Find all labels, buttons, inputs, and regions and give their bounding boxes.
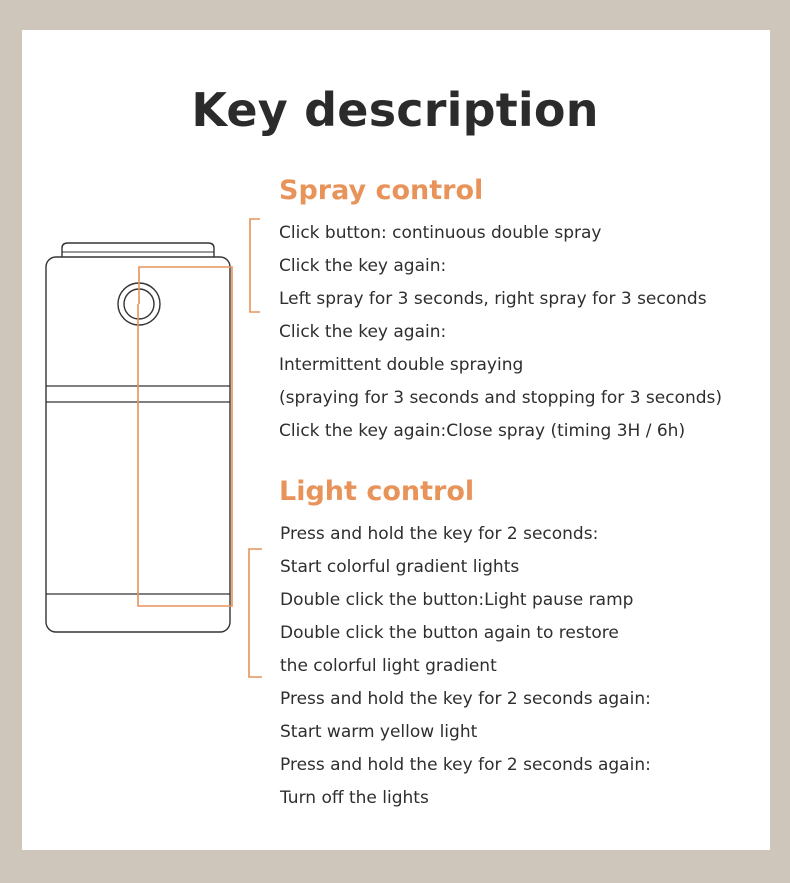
- spray-control-line: Click the key again:: [279, 322, 447, 342]
- spray-control-heading: Spray control: [279, 175, 484, 206]
- spray-control-list: [279, 217, 722, 448]
- spray-control-line: Intermittent double spraying: [279, 355, 524, 375]
- light-control-line: Start colorful gradient lights: [280, 557, 520, 577]
- light-control-line: Press and hold the key for 2 seconds:: [280, 524, 599, 544]
- light-control-line: the colorful light gradient: [280, 656, 497, 676]
- callout-connector-line: [138, 267, 232, 606]
- spray-control-line: Left spray for 3 seconds, right spray for 3 seconds: [279, 289, 707, 309]
- light-control-list: [280, 518, 651, 815]
- device-cap: [62, 243, 214, 257]
- spray-control-line: Click the key again:Close spray (timing 3H / 6h): [279, 421, 686, 441]
- light-control-line: Press and hold the key for 2 seconds again:: [280, 755, 651, 775]
- spray-control-line: (spraying for 3 seconds and stopping for 3 seconds): [279, 388, 723, 408]
- spray-control-bracket: [250, 219, 260, 312]
- light-control-bracket: [249, 549, 262, 677]
- light-control-line: Press and hold the key for 2 seconds again:: [280, 689, 651, 709]
- light-control-line: Double click the button:Light pause ramp: [280, 590, 634, 610]
- spray-control-line: Click the key again:: [279, 256, 447, 276]
- light-control-line: Double click the button again to restore: [280, 623, 619, 643]
- spray-control-line: Click button: continuous double spray: [279, 223, 602, 243]
- light-control-heading: Light control: [279, 476, 475, 507]
- page-title: Key description: [191, 83, 599, 137]
- light-control-line: Turn off the lights: [280, 788, 429, 808]
- light-control-line: Start warm yellow light: [280, 722, 478, 742]
